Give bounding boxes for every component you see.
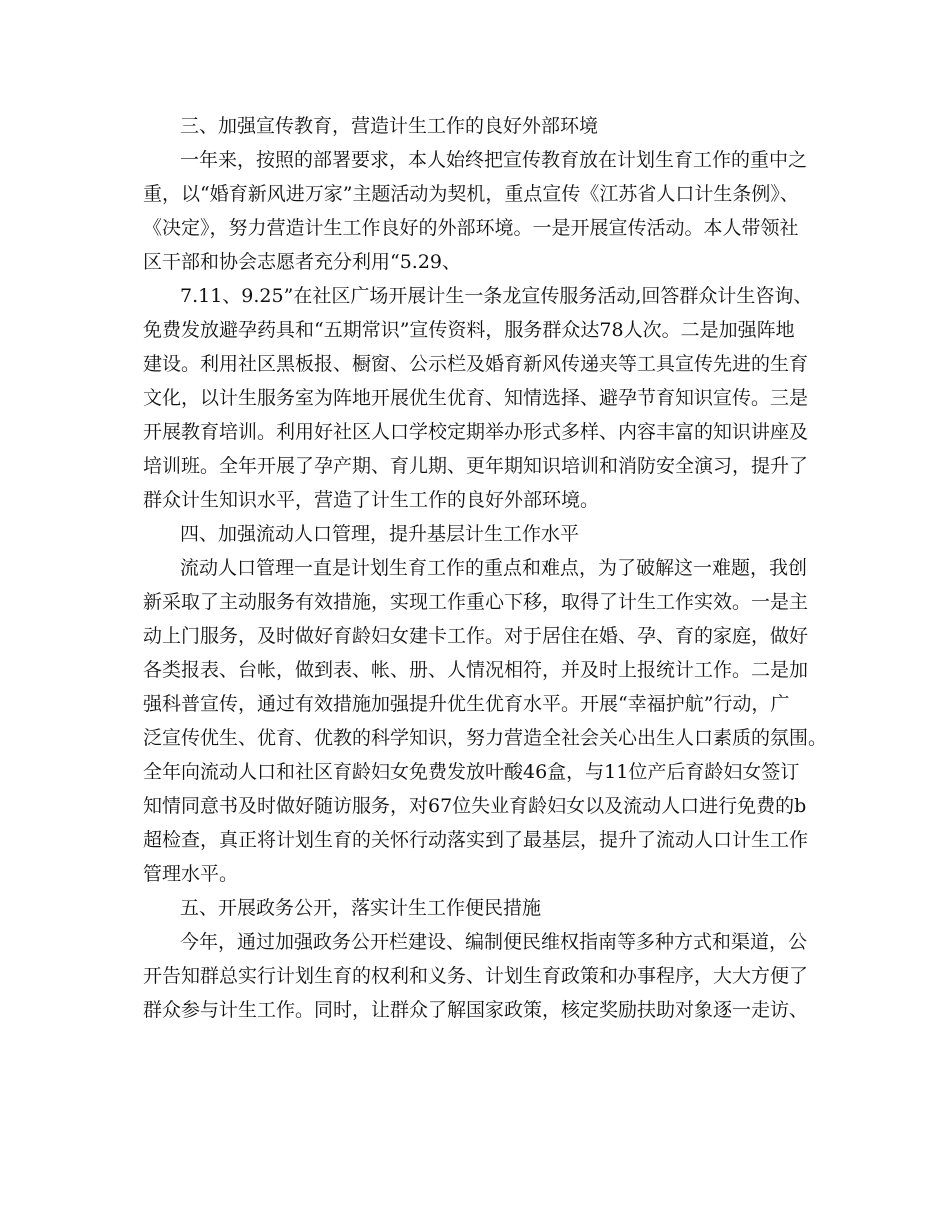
paragraph-line: 《决定》，努力营造计生工作良好的外部环境。一是开展宣传活动。本人带领社 bbox=[143, 217, 799, 239]
paragraph-line: 新采取了主动服务有效措施，实现工作重心下移，取得了计生工作实效。一是主 bbox=[143, 591, 809, 613]
paragraph-line: 强科普宣传，通过有效措施加强提升优生优育水平。开展“幸福护航”行动，广 bbox=[143, 693, 790, 715]
paragraph-line: 一年来，按照的部署要求，本人始终把宣传教育放在计划生育工作的重中之 bbox=[180, 149, 808, 171]
paragraph-line: 开展教育培训。利用好社区人口学校定期举办形式多样、内容丰富的知识讲座及 bbox=[143, 421, 809, 443]
paragraph-line: 7.11、9.25”在社区广场开展计生一条龙宣传服务活动,回答群众计生咨询、 bbox=[180, 285, 813, 307]
section-heading-5: 五、开展政务公开，落实计生工作便民措施 bbox=[180, 897, 542, 919]
section-heading-3: 三、加强宣传教育，营造计生工作的良好外部环境 bbox=[180, 115, 599, 137]
paragraph-line: 全年向流动人口和社区育龄妇女免费发放叶酸46盒，与11位产后育龄妇女签订 bbox=[143, 761, 800, 783]
paragraph-line: 泛宣传优生、优育、优教的科学知识，努力营造全社会关心出生人口素质的氛围。 bbox=[143, 727, 828, 749]
paragraph-line: 管理水平。 bbox=[143, 863, 239, 885]
paragraph-line: 群众计生知识水平，营造了计生工作的良好外部环境。 bbox=[143, 489, 600, 511]
paragraph-line: 文化，以计生服务室为阵地开展优生优育、知情选择、避孕节育知识宣传。三是 bbox=[143, 387, 809, 409]
paragraph-line: 开告知群总实行计划生育的权利和义务、计划生育政策和办事程序，大大方便了 bbox=[143, 965, 809, 987]
paragraph-line: 区干部和协会志愿者充分利用“5.29、 bbox=[143, 251, 462, 273]
paragraph-line: 各类报表、台帐，做到表、帐、册、人情况相符，并及时上报统计工作。二是加 bbox=[143, 659, 809, 681]
paragraph-line: 流动人口管理一直是计划生育工作的重点和难点，为了破解这一难题，我创 bbox=[180, 557, 808, 579]
paragraph-line: 免费发放避孕药具和“五期常识”宣传资料，服务群众达78人次。二是加强阵地 bbox=[143, 319, 795, 341]
paragraph-line: 今年，通过加强政务公开栏建设、编制便民维权指南等多种方式和渠道，公 bbox=[180, 931, 808, 953]
paragraph-line: 超检查，真正将计划生育的关怀行动落实到了最基层，提升了流动人口计生工作 bbox=[143, 829, 809, 851]
paragraph-line: 知情同意书及时做好随访服务，对67位失业育龄妇女以及流动人口进行免费的b bbox=[143, 795, 807, 817]
paragraph-line: 动上门服务，及时做好育龄妇女建卡工作。对于居住在婚、孕、育的家庭，做好 bbox=[143, 625, 809, 647]
paragraph-line: 培训班。全年开展了孕产期、育儿期、更年期知识培训和消防安全演习，提升了 bbox=[143, 455, 809, 477]
paragraph-line: 建设。利用社区黑板报、橱窗、公示栏及婚育新风传递夹等工具宣传先进的生育 bbox=[143, 353, 809, 375]
paragraph-line: 群众参与计生工作。同时，让群众了解国家政策，核定奖励扶助对象逐一走访、 bbox=[143, 999, 809, 1021]
paragraph-line: 重，以“婚育新风进万家”主题活动为契机，重点宣传《江苏省人口计生条例》、 bbox=[143, 183, 799, 205]
section-heading-4: 四、加强流动人口管理，提升基层计生工作水平 bbox=[180, 523, 580, 545]
